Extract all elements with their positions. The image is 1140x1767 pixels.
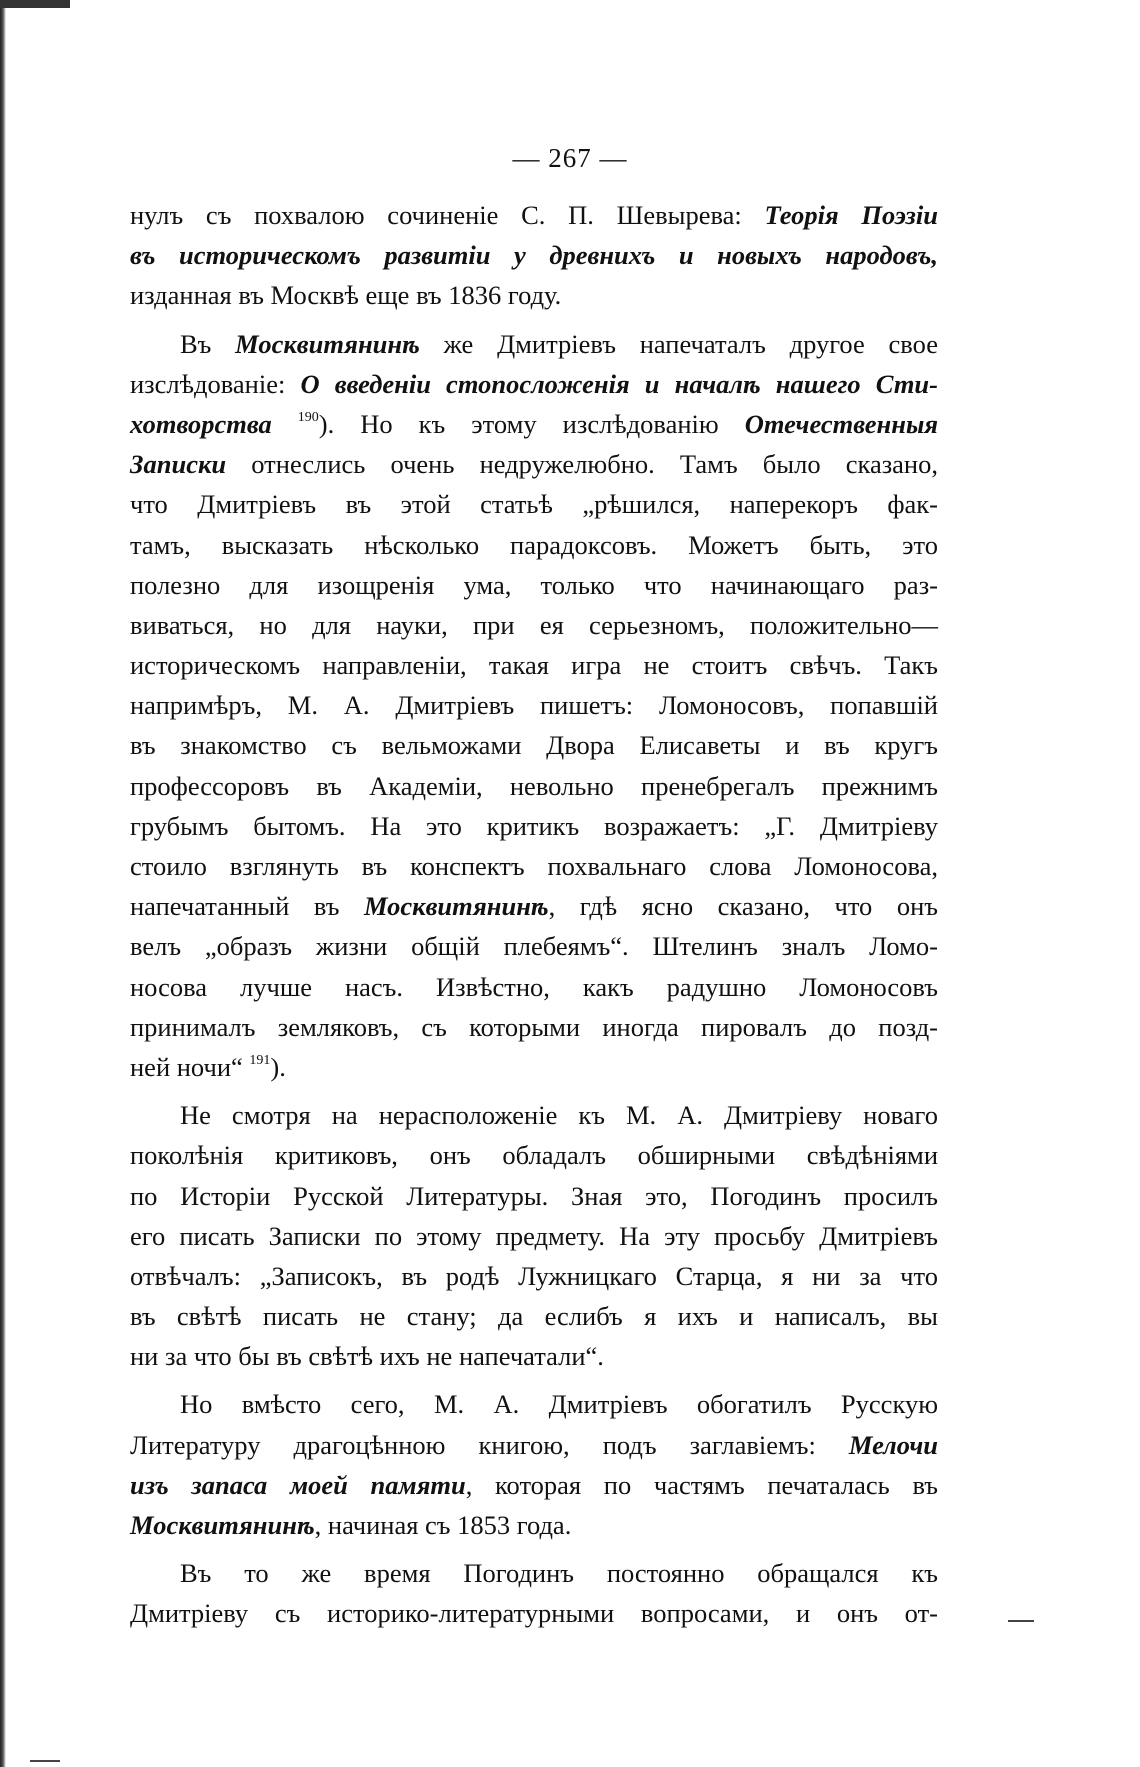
text-line: ней ночи“ $^{191}$).	[130, 1051, 286, 1082]
paragraph-2	[130, 324, 938, 1088]
text-line: его писать Записки по этому предмету. На эту просьбу Дмитріевъ	[130, 1220, 938, 1251]
paragraph-4	[130, 1384, 938, 1545]
text-line: изъ запаса моей памяти, которая по частямъ печаталась въ	[130, 1469, 939, 1500]
text-line: Записки отнеслись очень недружелюбно. Тамъ было сказано,	[130, 449, 938, 480]
text-line: напечатанный въ Москвитянинѣ, гдѣ ясно сказано, что онъ	[130, 891, 938, 922]
text-line: въ свѣтѣ писать не стану; да еслибъ я ихъ и написалъ, вы	[130, 1301, 938, 1332]
text-line: изслѣдованіе: О введеніи стопосложенія и началѣ нашего Сти-	[130, 368, 938, 399]
text-line: тамъ, высказать нѣсколько парадоксовъ. Можетъ быть, это	[130, 529, 938, 560]
text-line: Москвитянинѣ, начиная съ 1853 года.	[130, 1510, 572, 1540]
text-line: что Дмитріевъ въ этой статьѣ „рѣшился, наперекоръ фак-	[130, 489, 938, 520]
text-line: отвѣчалъ: „Записокъ, въ родѣ Лужницкаго Старца, я ни за что	[130, 1260, 938, 1291]
paragraph-1	[130, 195, 938, 316]
text-line: полезно для изощренія ума, только что начинающаго раз-	[130, 569, 938, 600]
text-line: ни за что бы въ свѣтѣ ихъ не напечатали“.	[130, 1341, 604, 1372]
text-line: виваться, но для науки, при ея серьезномъ, положительно—	[130, 609, 938, 640]
footnote-ref: 190	[297, 409, 319, 425]
text-line: профессоровъ въ Академіи, невольно пренебрегалъ прежнимъ	[130, 770, 938, 801]
text-line: грубымъ бытомъ. На это критикъ возражаетъ: „Г. Дмитріеву	[130, 810, 938, 841]
text-line: Въ Москвитянинѣ же Дмитріевъ напечаталъ другое свое	[180, 328, 938, 359]
text-line: по Исторіи Русской Литературы. Зная это, Погодинъ просилъ	[130, 1180, 938, 1211]
text-line: поколѣнія критиковъ, онъ обладалъ обширными свѣдѣніями	[130, 1140, 938, 1171]
text-line: Дмитріеву съ историко-литературными вопросами, и онъ от-	[130, 1598, 938, 1629]
footnote-ref: 191	[249, 1052, 271, 1068]
text-line: изданная въ Москвѣ еще въ 1836 году.	[130, 280, 562, 311]
text-line: Но вмѣсто сего, М. А. Дмитріевъ обогатилъ Русскую	[180, 1389, 938, 1420]
text-line: напримѣръ, М. А. Дмитріевъ пишетъ: Ломоносовъ, попавшій	[130, 690, 938, 721]
text-line: принималъ земляковъ, съ которыми иногда пировалъ до позд-	[130, 1011, 938, 1042]
text-line: Литературу драгоцѣнною книгою, подъ заглавіемъ: Мелочи	[130, 1429, 938, 1460]
page-number: — 267 —	[512, 143, 628, 173]
text-line: хотворства $^{190}$). Но къ этому изслѣдованію Отечественныя	[130, 408, 938, 439]
text-line: стоило взглянуть въ конспектъ похвальнаго слова Ломоносова,	[130, 851, 938, 881]
paragraph-3	[130, 1095, 938, 1376]
paragraph-5	[130, 1553, 938, 1633]
text-line: велъ „образъ жизни общій плебеямъ“. Штелинъ зналъ Ломо-	[130, 931, 938, 962]
text-line: Въ то же время Погодинъ постоянно обращался къ	[180, 1558, 938, 1589]
scan-corner-artifact	[0, 0, 70, 8]
text-line: въ историческомъ развитіи у древнихъ и новыхъ народовъ,	[130, 240, 938, 271]
scan-speck	[30, 1760, 60, 1762]
text-line: историческомъ направленіи, такая игра не стоитъ свѣчъ. Такъ	[130, 650, 938, 681]
scan-speck	[1008, 1620, 1034, 1622]
text-line: Не смотря на нерасположеніе къ М. А. Дмитріеву новаго	[180, 1100, 938, 1131]
body-text	[130, 195, 938, 1634]
scan-edge-artifact	[0, 0, 6, 1767]
text-line: въ знакомство съ вельможами Двора Елисаветы и въ кругъ	[130, 730, 938, 761]
text-line: носова лучше насъ. Извѣстно, какъ радушно Ломоносовъ	[130, 971, 938, 1002]
text-line: нулъ съ похвалою сочиненіе С. П. Шевырева: Теорія Поэзіи	[130, 200, 938, 230]
